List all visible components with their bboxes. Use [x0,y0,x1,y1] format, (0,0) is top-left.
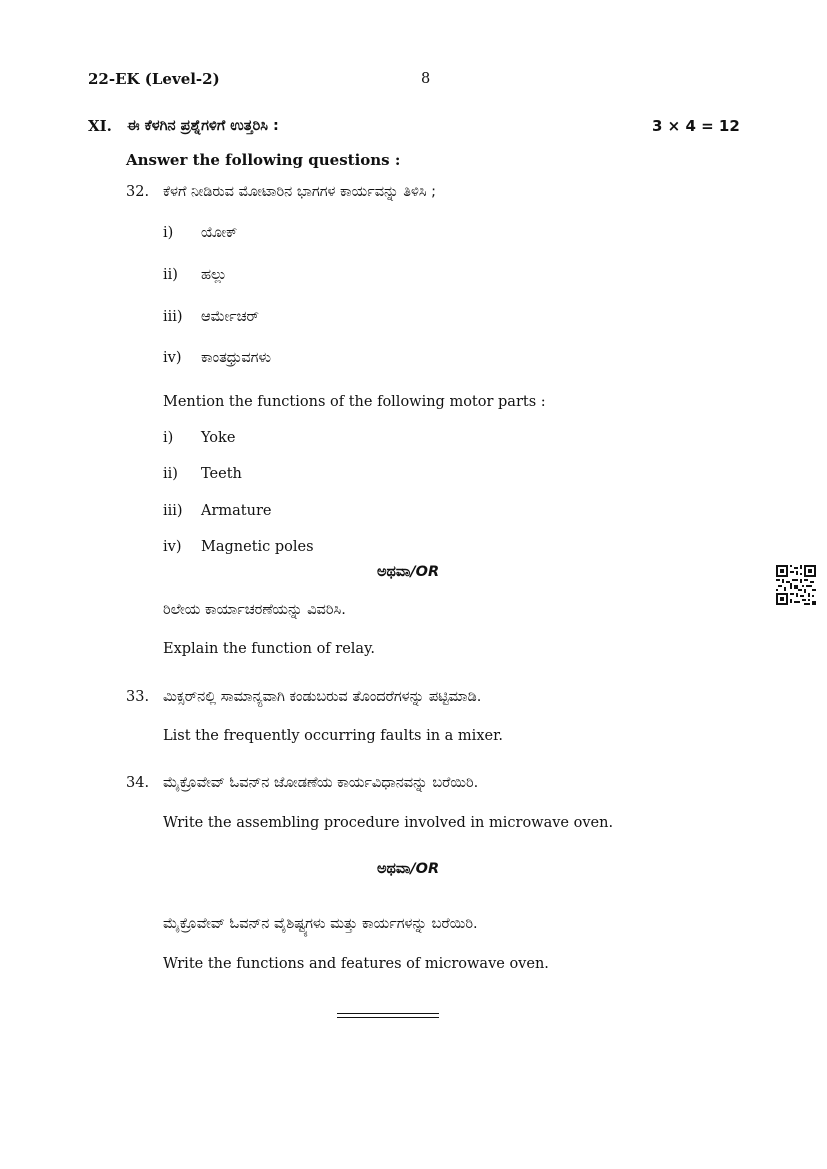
question-34-english: Write the assembling procedure involved in microwave oven. [163,815,614,831]
question-32-alternate-english: Explain the function of relay. [163,641,375,657]
list-item-text: ಹಲ್ಲು [201,267,227,283]
list-item-number: iv) [163,350,182,366]
list-item-text: Armature [201,503,272,519]
question-33-kannada: ಮಿಕ್ಸರ್‌ನಲ್ಲಿ ಸಾಮಾನ್ಯವಾಗಿ ಕಂಡುಬರುವ ತೊಂದರೆಗಳನ್ನು ಪಟ್ಟಿಮಾಡಿ. [163,689,482,705]
question-34-alternate-kannada: ಮೈಕ್ರೊವೇವ್ ಓವನ್‌ನ ವೈಶಿಷ್ಟ್ಯಗಳು ಮತ್ತು ಕಾರ್ಯಗಳನ್ನು ಬರೆಯಿರಿ. [163,916,478,932]
list-item-text: ಯೋಕ್ [201,225,238,241]
question-32-english: Mention the functions of the following motor parts : [163,394,546,410]
or-english: /OR [410,861,440,877]
question-number-34: 34. [126,775,150,791]
list-item-number: ii) [163,267,178,283]
question-number-33: 33. [126,689,150,705]
question-33-english: List the frequently occurring faults in a mixer. [163,728,504,744]
or-english: /OR [410,564,440,580]
list-item-number: i) [163,430,174,446]
or-separator [377,564,439,580]
list-item-number: iv) [163,539,182,555]
list-item-number: i) [163,225,174,241]
section-title-kannada: ಈ ಕೆಳಗಿನ ಪ್ರಶ್ನೆಗಳಿಗೆ ಉತ್ತರಿಸಿ : [127,118,279,134]
question-32-kannada: ಕೆಳಗೆ ನೀಡಿರುವ ಮೋಟಾರಿನ ಭಾಗಗಳ ಕಾರ್ಯವನ್ನು ತಿಳಿಸಿ ; [163,184,437,200]
end-rule-top [337,1013,439,1014]
section-title-english: Answer the following questions : [126,151,401,169]
question-number-32: 32. [126,184,150,200]
list-item-text: ಆರ್ಮೇಚರ್ [201,309,259,325]
question-32-alternate-kannada: ರಿಲೇಯ ಕಾರ್ಯಾಚರಣೆಯನ್ನು ವಿವರಿಸಿ. [163,602,346,618]
question-34-kannada: ಮೈಕ್ರೊವೇವ್ ಓವನ್‌ನ ಜೋಡಣೆಯ ಕಾರ್ಯವಿಧಾನವನ್ನು ಬರೆಯಿರಿ. [163,775,479,791]
list-item-text: Yoke [201,430,236,446]
qr-code-icon [776,565,816,605]
end-rule-bottom [337,1017,439,1018]
section-label: XI. [88,117,112,135]
list-item-text: Magnetic poles [201,539,314,555]
paper-code: 22-EK (Level-2) [88,70,220,88]
section-marks: 3 × 4 = 12 [652,117,740,135]
list-item-text: Teeth [201,466,242,482]
question-34-alternate-english: Write the functions and features of microwave oven. [163,956,549,972]
list-item-number: iii) [163,503,183,519]
or-kannada: ಅಥವಾ [377,564,411,580]
list-item-number: ii) [163,466,178,482]
list-item-text: ಕಾಂತಧ್ರುವಗಳು [201,350,272,366]
list-item-number: iii) [163,309,183,325]
or-separator [377,861,439,877]
page-number: 8 [421,71,431,87]
or-kannada: ಅಥವಾ [377,861,411,877]
